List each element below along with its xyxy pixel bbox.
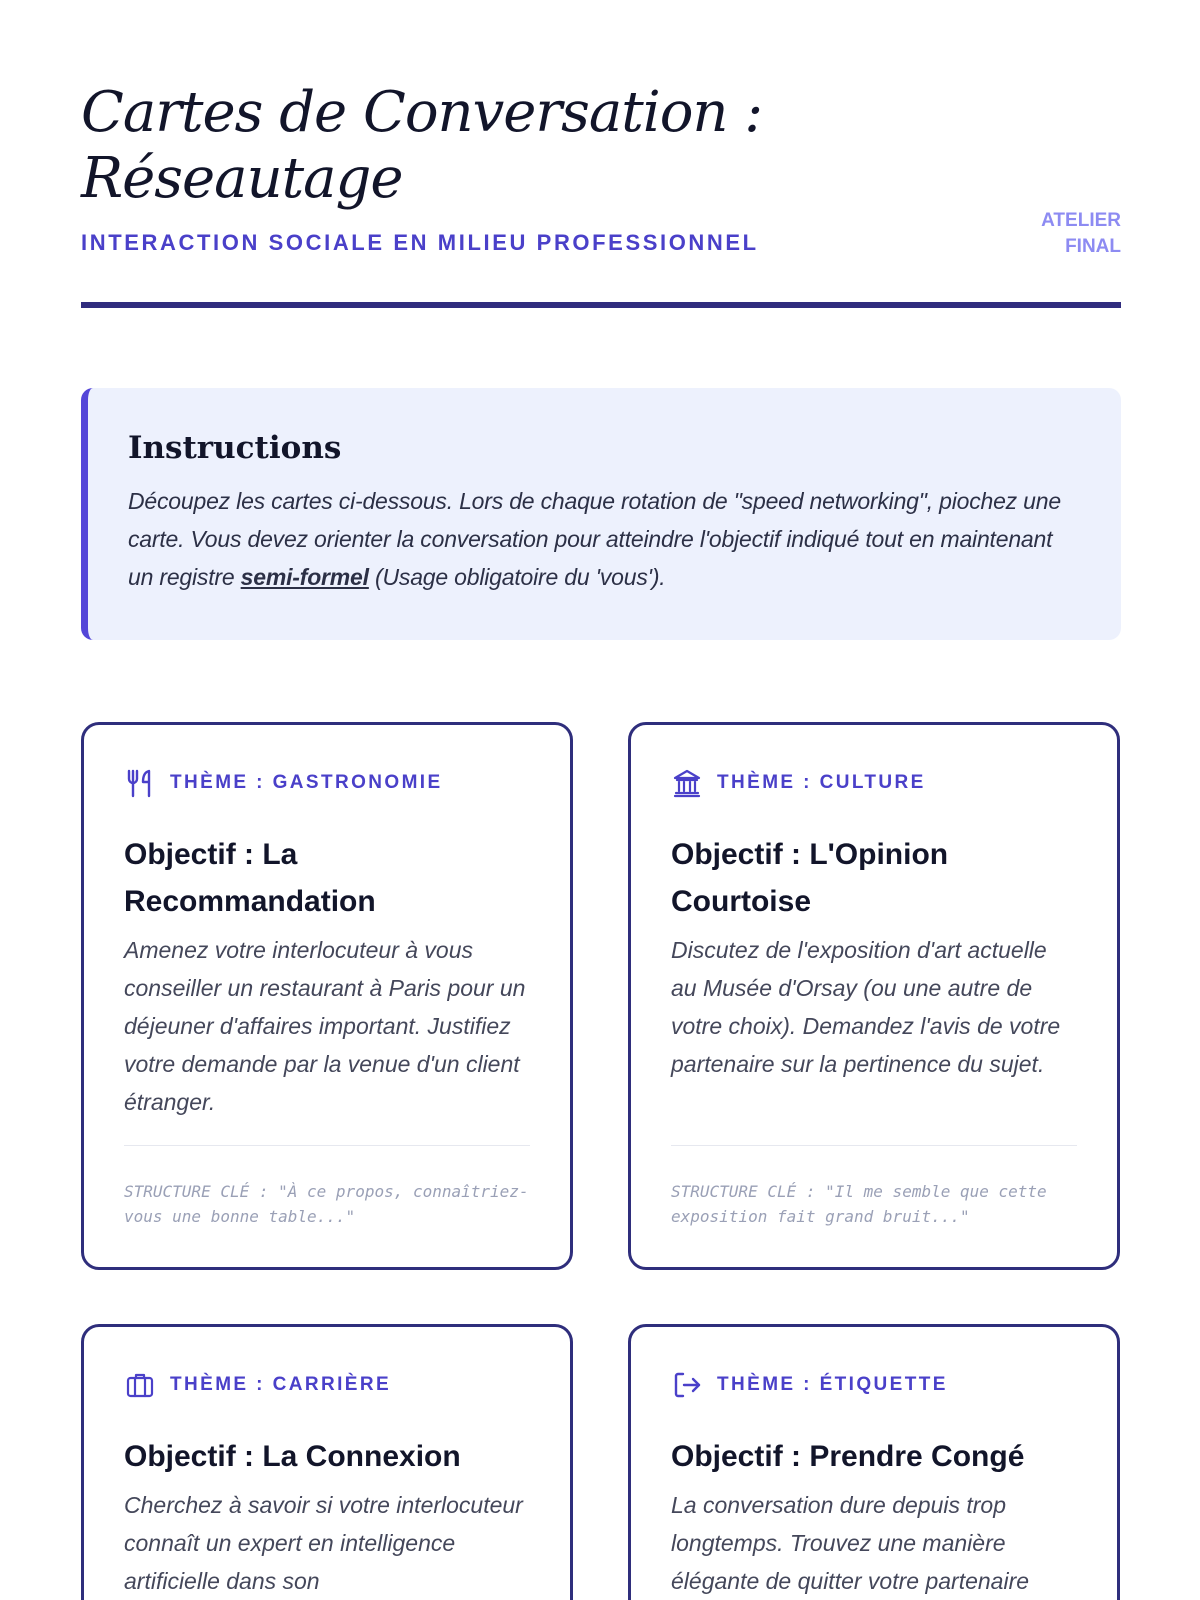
card-title: Objectif : L'Opinion Courtoise bbox=[671, 838, 949, 918]
card-title: Objectif : La Connexion bbox=[124, 1440, 461, 1473]
card-title: Objectif : Prendre Congé bbox=[671, 1440, 1025, 1473]
card-key-structure: STRUCTURE CLÉ : "Il me semble que cette exposition fait grand bruit..." bbox=[671, 1182, 1047, 1226]
page-header bbox=[81, 80, 1121, 308]
card-theme-row bbox=[671, 767, 1077, 799]
instructions-text-after: (Usage obligatoire du 'vous'). bbox=[368, 564, 666, 590]
instructions-emphasis: semi-formel bbox=[240, 564, 369, 590]
card-theme: THÈME : ÉTIQUETTE bbox=[717, 1374, 948, 1395]
workshop-label-line-2: FINAL bbox=[1065, 236, 1121, 257]
card-divider bbox=[124, 1145, 530, 1146]
card-theme-row bbox=[124, 767, 530, 799]
conversation-card-carriere bbox=[81, 1324, 573, 1600]
briefcase-icon bbox=[124, 1369, 156, 1401]
conversation-card-etiquette bbox=[628, 1324, 1120, 1600]
conversation-card-culture bbox=[628, 722, 1120, 1270]
conversation-card-gastronomie bbox=[81, 722, 573, 1270]
museum-icon bbox=[671, 767, 703, 799]
card-divider bbox=[671, 1145, 1077, 1146]
card-theme-row bbox=[124, 1369, 530, 1401]
utensils-icon bbox=[124, 767, 156, 799]
card-title: Objectif : La Recommandation bbox=[124, 838, 376, 918]
card-description: Discutez de l'exposition d'art actuelle au Musée d'Orsay (ou une autre de votre choix). Demandez l'avis de votre partenaire sur la pertinence du sujet. bbox=[671, 937, 1061, 1077]
instructions-text bbox=[128, 482, 1081, 596]
card-description: La conversation dure depuis trop longtemps. Trouvez une manière élégante de quitter votre partenaire bbox=[671, 1492, 1030, 1594]
card-theme: THÈME : GASTRONOMIE bbox=[170, 772, 443, 793]
card-theme: THÈME : CULTURE bbox=[717, 772, 926, 793]
card-theme: THÈME : CARRIÈRE bbox=[170, 1374, 392, 1395]
card-description: Amenez votre interlocuteur à vous conseiller un restaurant à Paris pour un déjeuner d'affaires important. Justifiez votre demande par la venue d'un client étranger. bbox=[124, 937, 526, 1115]
sign-out-icon bbox=[671, 1369, 703, 1401]
title-line-1: Cartes de Conversation : bbox=[81, 80, 763, 145]
card-key-structure: STRUCTURE CLÉ : "À ce propos, connaîtriez-vous une bonne table..." bbox=[124, 1182, 529, 1226]
workshop-label bbox=[1041, 208, 1121, 260]
page-subtitle: INTERACTION SOCIALE EN MILIEU PROFESSIONNEL bbox=[81, 230, 759, 255]
instructions-text-before: Découpez les cartes ci-dessous. Lors de chaque rotation de "speed networking", piochez une carte. Vous devez orienter la conversation pour atteindre l'objectif indiqué tout en maintenant un registre bbox=[128, 488, 1061, 590]
workshop-label-line-1: ATELIER bbox=[1041, 210, 1121, 231]
page-title bbox=[81, 80, 1121, 212]
card-description: Cherchez à savoir si votre interlocuteur connaît un expert en intelligence artificielle dans son bbox=[124, 1492, 523, 1594]
title-line-2: Réseautage bbox=[81, 146, 403, 211]
instructions-title: Instructions bbox=[128, 430, 342, 466]
card-theme-row bbox=[671, 1369, 1077, 1401]
instructions-box bbox=[81, 388, 1121, 640]
